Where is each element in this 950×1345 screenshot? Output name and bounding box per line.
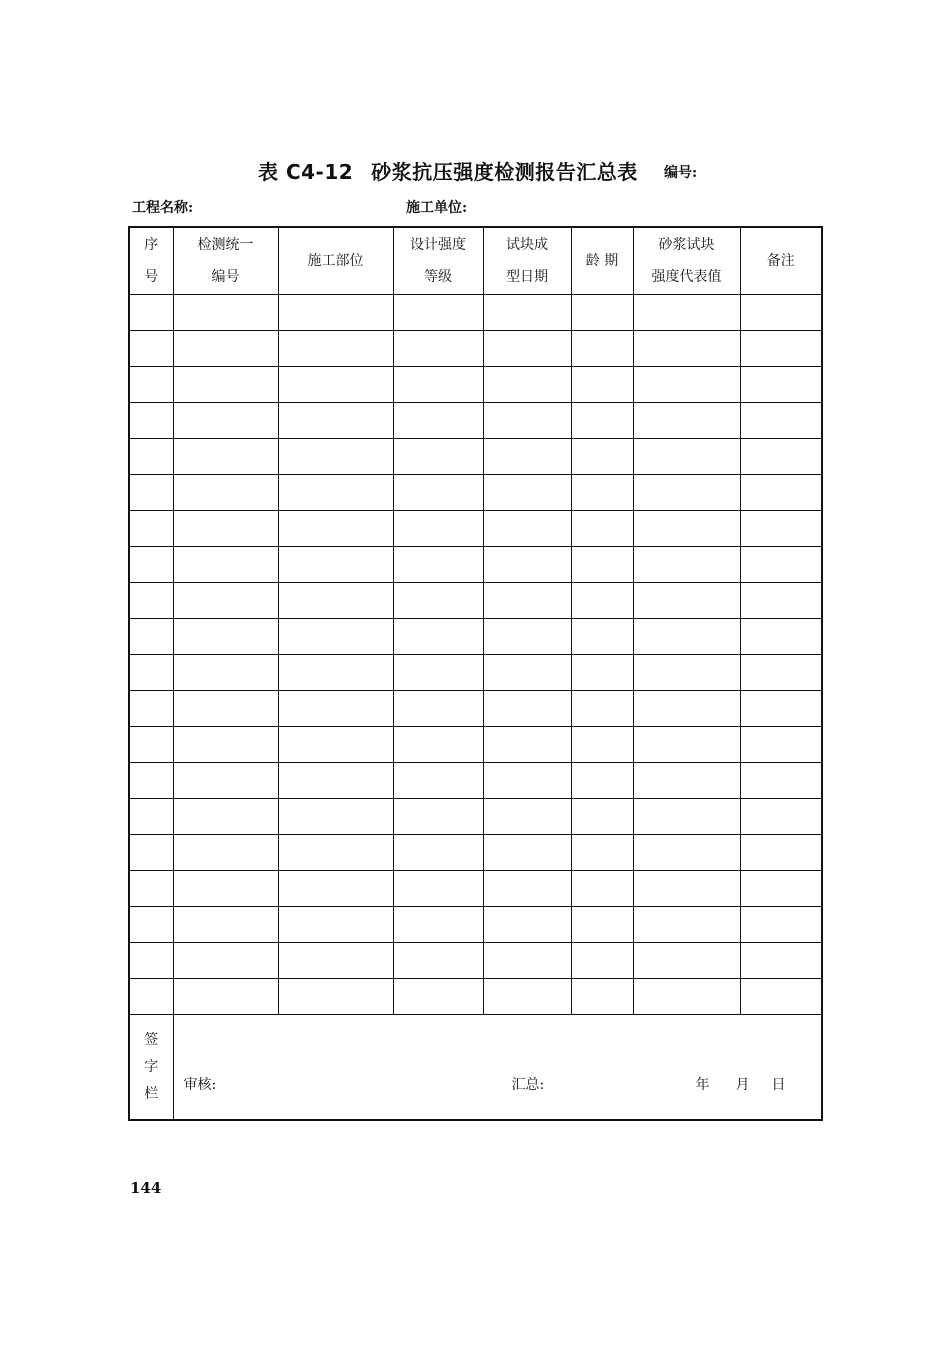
summary-table — [128, 226, 823, 1121]
table-cell[interactable] — [633, 871, 740, 907]
table-row — [129, 907, 822, 943]
table-cell[interactable] — [278, 511, 393, 547]
table-cell[interactable] — [571, 655, 633, 691]
table-cell[interactable] — [129, 691, 173, 727]
table-cell[interactable] — [278, 943, 393, 979]
table-cell[interactable] — [129, 475, 173, 511]
column-header-age: 龄 期 — [571, 227, 633, 295]
table-cell[interactable] — [278, 691, 393, 727]
table-cell[interactable] — [393, 475, 483, 511]
table-cell[interactable] — [571, 367, 633, 403]
construction-unit-label: 施工单位: — [406, 200, 468, 216]
table-cell[interactable] — [278, 295, 393, 331]
column-header-test-id: 检测统一 编号 — [173, 227, 278, 295]
table-cell[interactable] — [173, 583, 278, 619]
year-label: 年 — [695, 1077, 710, 1093]
table-cell[interactable] — [483, 943, 571, 979]
table-cell[interactable] — [129, 871, 173, 907]
table-cell[interactable] — [483, 331, 571, 367]
column-header-location: 施工部位 — [278, 227, 393, 295]
table-cell[interactable] — [393, 583, 483, 619]
table-cell[interactable] — [129, 943, 173, 979]
table-cell[interactable] — [173, 439, 278, 475]
table-cell[interactable] — [740, 547, 822, 583]
table-cell[interactable] — [129, 547, 173, 583]
table-cell[interactable] — [393, 799, 483, 835]
table-cell[interactable] — [173, 691, 278, 727]
table-cell[interactable] — [129, 403, 173, 439]
table-cell[interactable] — [571, 943, 633, 979]
table-cell[interactable] — [393, 871, 483, 907]
table-row — [129, 331, 822, 367]
table-cell[interactable] — [393, 763, 483, 799]
table-row — [129, 511, 822, 547]
table-cell[interactable] — [278, 367, 393, 403]
table-row — [129, 655, 822, 691]
table-cell[interactable] — [633, 511, 740, 547]
table-cell[interactable] — [571, 763, 633, 799]
table-cell[interactable] — [633, 367, 740, 403]
table-cell[interactable] — [740, 943, 822, 979]
table-cell[interactable] — [393, 691, 483, 727]
table-cell[interactable] — [740, 367, 822, 403]
table-cell[interactable] — [483, 439, 571, 475]
table-cell[interactable] — [571, 511, 633, 547]
table-cell[interactable] — [740, 511, 822, 547]
table-cell[interactable] — [740, 727, 822, 763]
table-cell[interactable] — [129, 835, 173, 871]
table-cell[interactable] — [393, 331, 483, 367]
table-row — [129, 547, 822, 583]
table-row — [129, 619, 822, 655]
table-cell[interactable] — [483, 547, 571, 583]
table-cell[interactable] — [571, 799, 633, 835]
table-cell[interactable] — [129, 727, 173, 763]
table-cell[interactable] — [740, 763, 822, 799]
table-cell[interactable] — [483, 691, 571, 727]
table-row — [129, 583, 822, 619]
table-cell[interactable] — [571, 583, 633, 619]
table-cell[interactable] — [393, 547, 483, 583]
table-cell[interactable] — [173, 763, 278, 799]
table-cell[interactable] — [740, 979, 822, 1015]
table-cell[interactable] — [393, 367, 483, 403]
table-cell[interactable] — [173, 979, 278, 1015]
signature-area[interactable] — [173, 1015, 822, 1121]
serial-number-label: 编号: — [664, 165, 698, 181]
table-cell[interactable] — [483, 367, 571, 403]
table-row — [129, 439, 822, 475]
table-row — [129, 727, 822, 763]
table-cell[interactable] — [740, 619, 822, 655]
table-cell[interactable] — [633, 331, 740, 367]
table-cell[interactable] — [393, 943, 483, 979]
column-header-seq: 序 号 — [129, 227, 173, 295]
column-header-design-grade: 设计强度 等级 — [393, 227, 483, 295]
table-cell[interactable] — [393, 403, 483, 439]
table-cell[interactable] — [393, 619, 483, 655]
table-row — [129, 691, 822, 727]
table-cell[interactable] — [633, 943, 740, 979]
table-cell[interactable] — [633, 727, 740, 763]
table-cell[interactable] — [633, 691, 740, 727]
table-cell[interactable] — [173, 619, 278, 655]
table-cell[interactable] — [740, 907, 822, 943]
table-cell[interactable] — [633, 763, 740, 799]
signature-section-label: 签 字 栏 — [129, 1015, 173, 1121]
table-cell[interactable] — [173, 871, 278, 907]
table-cell[interactable] — [571, 619, 633, 655]
table-cell[interactable] — [633, 475, 740, 511]
table-cell[interactable] — [571, 295, 633, 331]
table-cell[interactable] — [173, 367, 278, 403]
table-row — [129, 403, 822, 439]
table-cell[interactable] — [740, 655, 822, 691]
table-cell[interactable] — [633, 583, 740, 619]
table-row — [129, 943, 822, 979]
table-cell[interactable] — [740, 439, 822, 475]
table-cell[interactable] — [633, 295, 740, 331]
table-cell[interactable] — [129, 619, 173, 655]
table-cell[interactable] — [483, 727, 571, 763]
table-cell[interactable] — [278, 763, 393, 799]
table-cell[interactable] — [278, 907, 393, 943]
column-header-molding-date: 试块成 型日期 — [483, 227, 571, 295]
summarizer-label: 汇总: — [511, 1077, 545, 1093]
table-cell[interactable] — [740, 835, 822, 871]
table-cell[interactable] — [571, 979, 633, 1015]
table-cell[interactable] — [740, 475, 822, 511]
table-cell[interactable] — [483, 583, 571, 619]
table-cell[interactable] — [278, 583, 393, 619]
table-cell[interactable] — [173, 727, 278, 763]
table-body — [129, 295, 822, 1015]
table-cell[interactable] — [129, 511, 173, 547]
column-header-strength-value: 砂浆试块 强度代表值 — [633, 227, 740, 295]
table-cell[interactable] — [278, 547, 393, 583]
table-code: 表 C4-12 — [258, 160, 354, 184]
table-cell[interactable] — [129, 367, 173, 403]
table-cell[interactable] — [571, 871, 633, 907]
table-cell[interactable] — [571, 331, 633, 367]
table-cell[interactable] — [483, 979, 571, 1015]
table-cell[interactable] — [483, 799, 571, 835]
table-cell[interactable] — [129, 763, 173, 799]
table-cell[interactable] — [571, 727, 633, 763]
table-cell[interactable] — [740, 403, 822, 439]
table-cell[interactable] — [393, 835, 483, 871]
column-header-remarks: 备注 — [740, 227, 822, 295]
table-cell[interactable] — [173, 907, 278, 943]
day-label: 日 — [771, 1077, 786, 1093]
form-title — [258, 156, 638, 185]
signature-row — [129, 1015, 822, 1121]
table-cell[interactable] — [740, 799, 822, 835]
table-cell[interactable] — [740, 331, 822, 367]
table-cell[interactable] — [393, 727, 483, 763]
table-cell[interactable] — [633, 403, 740, 439]
table-row — [129, 475, 822, 511]
table-cell[interactable] — [571, 439, 633, 475]
table-cell[interactable] — [278, 439, 393, 475]
table-cell[interactable] — [173, 475, 278, 511]
table-cell[interactable] — [571, 835, 633, 871]
table-cell[interactable] — [393, 511, 483, 547]
table-cell[interactable] — [278, 655, 393, 691]
table-cell[interactable] — [393, 907, 483, 943]
table-cell[interactable] — [393, 979, 483, 1015]
table-cell[interactable] — [173, 799, 278, 835]
table-cell[interactable] — [483, 511, 571, 547]
table-cell[interactable] — [278, 835, 393, 871]
table-cell[interactable] — [173, 943, 278, 979]
table-cell[interactable] — [129, 979, 173, 1015]
table-cell[interactable] — [278, 403, 393, 439]
table-cell[interactable] — [393, 295, 483, 331]
table-cell[interactable] — [278, 475, 393, 511]
table-row — [129, 763, 822, 799]
table-header-row — [129, 227, 822, 295]
table-cell[interactable] — [129, 907, 173, 943]
table-cell[interactable] — [173, 403, 278, 439]
table-cell[interactable] — [740, 691, 822, 727]
table-cell[interactable] — [483, 835, 571, 871]
table-cell[interactable] — [173, 331, 278, 367]
table-cell[interactable] — [740, 583, 822, 619]
table-cell[interactable] — [633, 547, 740, 583]
table-cell[interactable] — [393, 439, 483, 475]
table-row — [129, 835, 822, 871]
table-cell[interactable] — [129, 439, 173, 475]
table-cell[interactable] — [173, 835, 278, 871]
table-row — [129, 367, 822, 403]
table-cell[interactable] — [173, 547, 278, 583]
table-cell[interactable] — [633, 799, 740, 835]
table-cell[interactable] — [633, 619, 740, 655]
table-cell[interactable] — [173, 511, 278, 547]
table-row — [129, 295, 822, 331]
table-cell[interactable] — [571, 547, 633, 583]
table-cell[interactable] — [483, 475, 571, 511]
table-cell[interactable] — [483, 907, 571, 943]
table-cell[interactable] — [571, 907, 633, 943]
table-cell[interactable] — [571, 691, 633, 727]
table-cell[interactable] — [393, 655, 483, 691]
table-cell[interactable] — [278, 331, 393, 367]
table-cell[interactable] — [483, 619, 571, 655]
table-cell[interactable] — [129, 655, 173, 691]
table-cell[interactable] — [129, 799, 173, 835]
month-label: 月 — [735, 1077, 750, 1093]
table-title: 砂浆抗压强度检测报告汇总表 — [371, 160, 638, 184]
table-cell[interactable] — [633, 835, 740, 871]
reviewer-label: 审核: — [183, 1077, 217, 1093]
table-cell[interactable] — [740, 295, 822, 331]
table-cell[interactable] — [483, 295, 571, 331]
table-cell[interactable] — [571, 403, 633, 439]
table-row — [129, 871, 822, 907]
table-cell[interactable] — [278, 619, 393, 655]
table-cell[interactable] — [633, 655, 740, 691]
table-cell[interactable] — [173, 295, 278, 331]
table-cell[interactable] — [129, 583, 173, 619]
project-name-label: 工程名称: — [132, 200, 194, 216]
table-cell[interactable] — [278, 871, 393, 907]
table-cell[interactable] — [633, 979, 740, 1015]
table-row — [129, 799, 822, 835]
table-cell[interactable] — [129, 331, 173, 367]
table-cell[interactable] — [278, 799, 393, 835]
table-cell[interactable] — [278, 727, 393, 763]
table-cell[interactable] — [129, 295, 173, 331]
page-number: 144 — [130, 1179, 162, 1197]
table-cell[interactable] — [740, 871, 822, 907]
table-cell[interactable] — [278, 979, 393, 1015]
table-cell[interactable] — [483, 871, 571, 907]
table-cell[interactable] — [633, 907, 740, 943]
table-cell[interactable] — [483, 655, 571, 691]
table-cell[interactable] — [173, 655, 278, 691]
table-cell[interactable] — [571, 475, 633, 511]
table-row — [129, 979, 822, 1015]
table-cell[interactable] — [633, 439, 740, 475]
table-cell[interactable] — [483, 403, 571, 439]
table-cell[interactable] — [483, 763, 571, 799]
